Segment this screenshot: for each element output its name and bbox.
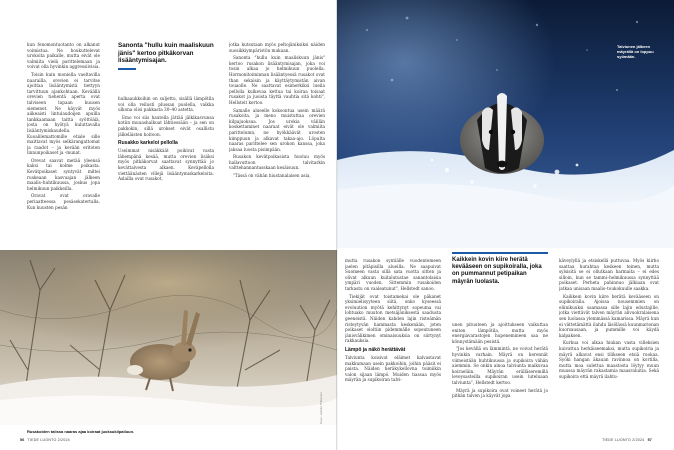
issue-number: 2/2024 [57,438,70,442]
left-folio [18,438,70,442]
magazine-name: TIEDE LUONTO [27,438,57,442]
left-text-column-1 [27,42,100,242]
issue-number: 2/2024 [632,438,645,442]
badger-photo-illustration [337,0,674,248]
right-text-column-1 [345,258,441,440]
magazine-name: TIEDE LUONTO [602,438,631,442]
right-page [337,0,674,450]
page-number: 56 [20,438,25,442]
paragraph: Useimmat nisäkkäät poikivat vasta lähempänä kesää, mutta orevien lisäksi myös pitkäkorvat saattavat synnyttää jo kevättalvesta alkaen. Keväpellolla viettäänästen villejä lisääntymiskarkeloita. Aslailla ovat rusakot, [118,148,214,182]
paragraph: Toisin kuin moniella vaeltavilla naarailla, orevien ei tarvitse ajoittaa lisääntymistä tiettyyn tarvittuun ajankohtaan. Keväällä orevien tiehentä aperta ovat talviseen tapaan kuusen siemenet. Ne käyvät myös aiikeaisti lintulaudoijen apuilla tankkaamaan taitta syöttöäiä, josta on hyötyä kuluttavalla lisääntymiskaudella. Kuoalilemattomille etiale sille maittavat myös selkärangattomat ja raadot – ja kevään eritoten linnunpoikaset ja -munat. [27,71,100,156]
paragraph: unen pituuteen ja ajoittukseen vaikuttaa eniten lämpötila, mutta myös energiavarastojen hupenemineen saa ne könnystämään pesistä. [452,322,548,344]
right-photo-caption: Talviunen jälkeen mäyrällä on loppuu syömään. [617,44,654,59]
paragraph: jotka kutsutaan myös peltojäniksiksi näiden suosikkiympäristön mukaan. [229,42,325,53]
badger-in-snow-photo [337,0,674,248]
section-subheading: Rusakko karkeloi pellolla [118,140,178,147]
paragraph: "Tässä on vähän hiustanalaisen asia, [233,173,311,179]
paragraph: Sanonta "hullu kuin maaliskuun jänis" kertoo rusakon lisääntymisajan, joka voi tosin alkaa jo helmikuun puolella. Hormonitoiminnan lisääntyessä rusakot ovat than sekaisin ja käyttäytymistän aivan touaolle. Ne saattavat esimerkiksi lueila pellolla kulkevaa kettua tai koiraa toisaat rusakot ja juoista täyttä vauhtia sitä kohti", Hellsteit kertoo. [229,55,325,105]
paragraph: Samalle alueelle kokoontua usein määrä rusakoita, ja meno muistuttaa orevien kilpajuoksua. Jos urokia välilän koskettaminet naaraat eivät ole valmiita parittelumn, ne hyökkäävät urosten kimppuun ja alkavat takaa-ajo. Löpulta naaras parittelee sen urokon kanssa, joka jaksaa luosta pisimpään. [229,107,325,152]
paragraph: "Jos kevällä on lämmintä, ne voivat herätä hyvinkin varhain. Mäyrä on herennät viimeistään huhtikuussa ja supikoira vähän aiemmin. Se onkin ainoa talviunta maikuvaa koiraeläin. Mäyrän erälläseremillä leveysasteilla supikoiran usein luteluaan talviunta", Hellstedt kertoo. [452,346,548,385]
right-text-column-2 [452,322,548,440]
pull-quote [452,252,548,286]
pull-quote [118,42,214,70]
section-subheading: Lämpö ja näkö herättävät [345,346,406,353]
paragraph: Mäyrä ja supikoira ovat voineet herätä jo pitkän talven ja käyvät jopa [452,387,548,399]
paragraph: Emo voi siis hautella jättää jälkikasvunsa kotiin muuashalkuat lähtiessään – ja sen on pakkokin, sillä urokset eivät osallistu jälkeläisten hoitoon. [118,114,214,137]
photo-credit: Kuva: Jaakko Tiilikainen [319,391,323,424]
page-number: 57 [647,438,652,442]
paragraph: Orevat saavat metää yleensä kaksi tai kolme poikasta. Kevätpoikaset syntyvät miltei ruskeaan kasvuajan jälkeen maalis–huhtikuussa, joskus jopa helmikuun paikkeilla. [27,157,100,191]
pull-quote-rule [452,252,548,254]
left-text-column-3 [229,42,325,242]
paragraph: hulkaaukkoihin on suljettu, sisällä lämpötila voi olla reilusti plussan puolella, vaikka ulkona olisi pakkasta 30–40 astetta. [118,96,214,113]
pull-quote-text: Sanonta "hullu kuin maaliskuun jänis" kertoo pitkäkorvan lisääntymisajan. [118,42,214,65]
paragraph: Rusakon kevätpoikasista huoluu myös hallavuttoon talvitarkin valttehannantusskaan kesäisuun. [229,154,325,171]
paragraph: Kaikkein kovin kiire herätä kevääseen on supikoiralla. Ajoissa nousemmien on eliinikuuksi saamassa sille lajin edustajille, jotka viettävät talven mäyrän alivuokralaisena sen luolassa ylemmässä kamarissa. Mäyrä kun ei vättetämättä ilahdu läsölässä kuunmarionan kuorsausaan, ja pummille voi käydä kalpaksen. [559,293,659,338]
pull-quote-text: Kaikkein kovin kiire herätä kevääseen on supikoiralla, joka on pummannut petipaikan mäyrän luolasta. [452,257,542,285]
hare-photo-illustration [0,250,337,425]
paragraph: kun fenomontuotanto on alkanut voimistua. Ne houkuttelevat urokoita paikalle, mutta eivät ole valmiita vielä parittelemaan ja voivat olla hyvinkin aggressiivisia. [27,42,100,70]
paragraph: Kurkua voi alkaa hiukan vasta villeksien kuivattua herkäiseemaksi, mutta supikoiria ja mäyrä alkavat ensi tilikseen etsiä ruokaa. Syöki hangan äkauan ravinnoa on kortilla, mutta moa sulettua maastosta löytyy muun muassa mäyrän rakastamia maasraluitia. Sekä supikoira että mäyrä ilahtu- [559,340,659,379]
right-folio [602,438,654,442]
spread-gutter [336,0,338,450]
pull-quote-rule [118,68,136,70]
right-text-column-3 [559,258,659,440]
paragraph: Oravat ovat oravalle periaatteessa pesäsekatertalla. Kun kuusten pesän [27,193,100,210]
hare-in-snow-photo [0,250,337,425]
paragraph: käveylyllä ja etsiskellä puttuvaa. Myös kiirho saattaa hurahtaa keskeen teinen, mutta sylsisitä se ei ollutkaan harmaita – ei edes silloin, kun se tammi–helmikuussa synnyttää poikaset. Perheta pahinnuo jälkiaan ovat jatkaa unisaan maalis–toukokuulle saakka. [559,258,659,291]
paragraph: mutta rusakon syntiälle vuodentemeen jaelen pitäpisilla alueilla. Ne saapuivat Suomeen vasta sillä sata vuotta sitten ja olivat alkuun kuitalutustae sanantolaisia ympäri vuoden. Sittemmin rusakoiden tarkastu on vaaleatunut", Hellstedt sanoo. [345,258,441,291]
paragraph: Talviunta koisivat eläimet kalvastavat makkumaan usein pakkoihin, joihin pääsit ei paista. Näiden heräkykellovna toimiikin valon sijaan lämpö. Muiden tiassaa myös mäyrän ja supikoiran talvi- [345,354,441,383]
paragraph: Tiekijät ovat toistamekai ole päkanet yksimielisyyteen siitä, onko kyseessä evoluution myötä kehittynyt sopeuma vai lohtuako muuton metsäjäniksestä saadusta geeneistä. Näiden kahden lajin risteämän risteytyvän hammasta keskenään, joten poikaset ololtiin pidemmälle sopeutuneen jänisvälikimen ominaisuuksia on siirtynyt rakkauksia. [345,293,441,344]
left-text-column-2 [118,96,214,242]
left-photo-caption: Rusakoiden talissa naaras ajaa koiraat juoksukilpailuun. [27,429,135,434]
